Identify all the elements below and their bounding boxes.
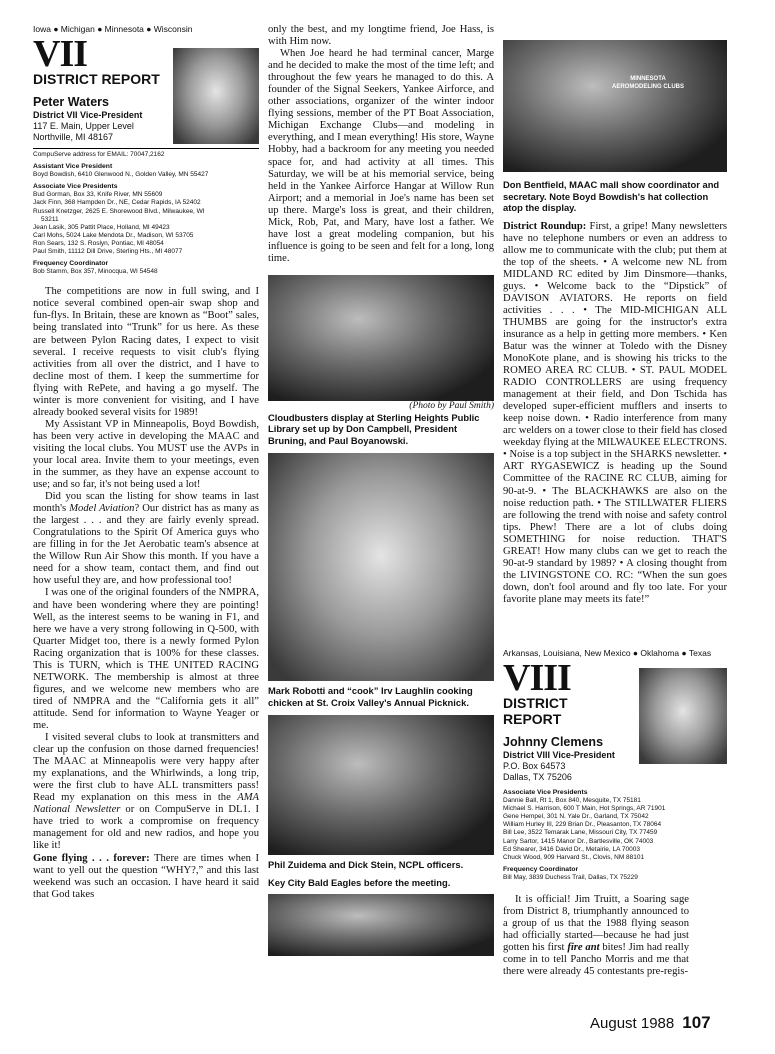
photo-credit: (Photo by Paul Smith) [409, 400, 494, 411]
paragraph: When Joe heard he had terminal cancer, Marge and he decided to make the most of the time left; and throughout the few years he managed to do this. A founder of the Signal Seekers, Yankee Airforce, and other associations, organizer of the winter indoor flying sessions, member of the PT Boat Association, Michigan Exchange Clubs—and modeling in everything, and I mean everything! His store, Wayne Hobby, had a backroom for any meeting you needed space for, and had activity at all times. This Saturday, we will be at his memorial service, being held in the Yankee Airforce Hangar at Willow Run Airport; and a memorial in Joe's name has been set up there. Marge's loss is great, and their children, Mick, Rob, Pat, and Mary, have lost a father. We have lost a great modeling companion, but his influence is going to be seen and felt for a long, long time. [268, 48, 494, 264]
freq-coord-heading: Frequency Coordinator [503, 865, 579, 873]
district-number: VII [33, 33, 88, 75]
article-body-col1 [33, 286, 259, 900]
assoc-vp-entry: Gene Hempel, 301 N. Yale Dr., Garland, TX 75042 [503, 813, 649, 821]
caption-robotti: Mark Robotti and “cook” Irv Laughlin cooking chicken at St. Croix Valley's Annual Picknick. [268, 685, 473, 708]
paragraph: only the best, and my longtime friend, Joe Hass, is with Him now. [268, 24, 494, 48]
assoc-vp-entry: Jack Finn, 368 Hampden Dr., NE, Cedar Rapids, IA 52402 [33, 199, 201, 207]
assoc-vp-heading: Associate Vice Presidents [503, 789, 588, 796]
column-1 [33, 24, 259, 901]
booth-sign: MINNESOTA AEROMODELING CLUBS [612, 76, 684, 90]
article-body-col3-end [503, 894, 689, 978]
freq-coord-heading: Frequency Coordinator [33, 260, 109, 268]
assoc-vp-entry: 53211 [41, 215, 59, 223]
assoc-vp-entry: Bill Lee, 3522 Temarak Lane, Missouri City, TX 77459 [503, 829, 658, 837]
vp-role: District VII Vice-President [33, 110, 143, 120]
district-states: Arkansas, Louisiana, New Mexico ● Oklahoma ● Texas [503, 648, 712, 658]
paragraph: It is official! Jim Truitt, a Soaring sage from District 8, triumphantly announced to a group of us that the 1988 flying season had officially started—because he had just gotten his first fire ant bites! Jim had really come in to tell Pancho Morris and me that there were already 45 contestants pre-regis- [503, 894, 689, 978]
district-vii-officers [33, 151, 259, 276]
caption-cloudbusters: Cloudbusters display at Sterling Heights Public Library set up by Don Campbell, President Bruning, and Paul Boyanowski. [268, 411, 480, 446]
district-report-title: DISTRICT REPORT [503, 695, 568, 727]
paragraph: Gone flying . . . forever: There are times when I want to yell out the question “WHY?,” and this last weekend was such an occasion. I have heard it said that God takes [33, 852, 259, 900]
assoc-vp-entry: Jean Lasik, 305 Pattit Place, Holland, MI 49423 [33, 223, 170, 231]
assoc-vp-entry: Larry Sartor, 1415 Manor Dr., Bartlesville, OK 74003 [503, 837, 654, 845]
keycity-photo [268, 894, 494, 956]
column-2 [268, 24, 494, 956]
freq-coord-entry: Bob Stamm, Box 357, Minocqua, WI 54548 [33, 268, 158, 276]
subhead-gone-flying: Gone flying . . . forever: [33, 852, 150, 864]
vp-address-line1: P.O. Box 64573 [503, 761, 566, 771]
assoc-vp-entry: Ed Shearer, 3416 David Dr., Metairie, LA 70003 [503, 845, 640, 853]
paragraph: I was one of the original founders of the NMPRA, and have been wondering where they are pointing! Well, as the interest seems to be waning in F1, and here we have a very strong following in Q-500, with Quarter Midget too, there is a newly formed Pylon Racing organization that is 100% for these classes. This is TURN, which is THE UNITED RACING NETWORK. The membership is almost at three figures, and we welcome new members who are tired of NMPRA and the “California gets it all” attitude. Send for information to Wayne Yeager or me. [33, 587, 259, 731]
vp-address-line2: Northville, MI 48167 [33, 132, 114, 142]
district-viii-officers [503, 789, 727, 882]
vp-portrait-photo [639, 668, 727, 764]
caption-zuidema: Phil Zuidema and Dick Stein, NCPL officers. [268, 859, 464, 871]
article-body-col2 [268, 24, 494, 265]
district-roundup [503, 221, 727, 607]
bentfield-photo [503, 40, 727, 172]
assoc-vp-entry: Russell Knetzger, 2625 E. Shorewood Blvd., Milwaukee, WI [33, 207, 205, 215]
robotti-photo [268, 453, 494, 681]
page-number: 107 [682, 1013, 711, 1032]
asst-vp-entry: Boyd Bowdish, 6410 Glenwood N., Golden Valley, MN 55427 [33, 171, 209, 179]
email-line: CompuServe address for EMAIL: 70047,2162 [33, 151, 165, 158]
vp-role: District VIII Vice-President [503, 750, 615, 760]
assoc-vp-entry: William Hurley III, 229 Brian Dr., Pleasanton, TX 78064 [503, 821, 662, 829]
assoc-vp-entry: Michael S. Harrison, 600 T Main, Hot Springs, AR 71901 [503, 805, 666, 813]
cloudbusters-photo [268, 275, 494, 401]
vp-address-line1: 117 E. Main, Upper Level [33, 121, 134, 131]
assoc-vp-entry: Chuck Wood, 909 Harvard St., Clovis, NM 88101 [503, 853, 645, 861]
district-vii-header [33, 24, 259, 144]
paragraph: I visited several clubs to look at transmitters and clear up the confusion on those darned frequencies! The MAAC at Minneapolis were very happy after my explanations, and the Whirlwinds, a long trip, were the first club to have ALL transmitters pass! Read my explanation on this mess in the AMA National Newsletter or on CompuServe in DL1. I have tried to work a compromise on frequency management for old and new radios, and hope you like it! [33, 732, 259, 852]
district-report-title: DISTRICT REPORT [33, 71, 160, 87]
assoc-vp-entry: Dannie Ball, Rt 1, Box 840, Mesquite, TX 75181 [503, 797, 641, 805]
district-states: Iowa ● Michigan ● Minnesota ● Wisconsin [33, 24, 193, 34]
assoc-vp-entry: Paul Smith, 11112 Dill Drive, Sterling Hts., MI 48077 [33, 248, 183, 256]
subhead-roundup: District Roundup: [503, 220, 587, 232]
district-viii-header [503, 648, 727, 783]
paragraph: Did you scan the listing for show teams in last month's Model Aviation? Our district has as many as the largest . . . and they are fairly evenly spread. Congratulations to the Spirit Of America guys who are filling in for the Jet Aerobatic team's absence at the Willow Run Air Show this month. If you have a need for a show team, contact them, and find out how useful they are, and how professional too! [33, 491, 259, 587]
paragraph: District Roundup: First, a gripe! Many newsletters have no telephone numbers or even an address to allow me to communicate with the club; put them at the top of the sheets. • A welcome new NL from MIDLAND RC edited by Jim Dinsmore—thanks, guys. • Welcome back to the “Dipstick” of DAVISON AVIATORS. He reports on field activities . . . • The MID-MICHIGAN ALL THUMBS are going for the instructor's extra insurance as a help in getting more members. • Ken Batur was the winner at Toledo with the Disney MonoKote plane, and is showing his tricks to the ROMEO AREA RC CLUB. • ST. PAUL MODEL RADIO CONTROLLERS are using frequency management at their field, and Don Tschida has developed super-efficient mufflers and inserts to keep noise down. • Radio interference from many arc welders on a tower close to their field has closed weekday flying at the MILWAUKEE ELECTRONS. • Noise is a top subject in the SHARKS newsletter. • ART RYGASEWICZ is heading up the Sound Committee of the RACINE RC CLUB, aiming for 90-at-9. • The BLACKHAWKS are also on the noise reduction path. • The STILLWATER FLIERS are following the trend with noise and safety control tips. Phew! There are a lot of clubs doing SOMETHING for noise reduction. THAT'S GREAT! How many clubs can we get to reach the 90-at-9 standard by 1989? • A closing thought from the LIVINGSTONE CO. RC: “When the sun goes down, don't fool around and fly too late. For your favorite plane may meets its fate!” [503, 220, 727, 605]
assoc-vp-heading: Associate Vice Presidents [33, 183, 118, 191]
vp-name: Peter Waters [33, 95, 109, 109]
assoc-vp-entry: Ron Sears, 132 S. Roslyn, Pontiac, MI 48054 [33, 239, 164, 247]
page-footer [590, 1013, 711, 1033]
caption-bentfield: Don Bentfield, MAAC mall show coordinator and secretary. Note Boyd Bowdish's hat collection atop the display. [503, 179, 720, 213]
paragraph: The competitions are now in full swing, and I notice several combined open-air swap shop and fun-flys. In Britain, these are known as “Boot” sales, being translated into “Trunk” for us here. As these are between Pylon Racing dates, I expect to visit several. I receive requests to visit club's flying activities from all over the district, and I have to decline most of them. I keep the summertime for flying with RePete, and having a go myself. The winter is more convenient for visiting, and I have already booked several visits for 1989! [33, 286, 259, 418]
issue-date: August 1988 [590, 1015, 675, 1032]
column-3 [503, 24, 727, 978]
asst-vp-heading: Assistant Vice President [33, 163, 113, 171]
assoc-vp-entry: Bud Gorman, Box 33, Knife River, MN 55609 [33, 191, 163, 199]
paragraph: My Assistant VP in Minneapolis, Boyd Bowdish, has been very active in developing the MAAC and visiting the local clubs. You MUST use the AVPs in your local area. Invite them to your meetings, even in the summer, as they have an expense account to use; and so far, it's not being used a lot! [33, 418, 259, 491]
zuidema-photo [268, 715, 494, 855]
caption-keycity: Key City Bald Eagles before the meeting. [268, 876, 451, 888]
vp-address-line2: Dallas, TX 75206 [503, 772, 572, 782]
assoc-vp-entry: Carl Mohs, 5024 Lake Mendota Dr., Madison, WI 53705 [33, 231, 194, 239]
freq-coord-entry: Bill May, 3839 Duchess Trail, Dallas, TX 75229 [503, 873, 638, 881]
vp-portrait-photo [173, 48, 259, 144]
vp-name: Johnny Clemens [503, 735, 604, 749]
district-number: VIII [503, 657, 571, 699]
